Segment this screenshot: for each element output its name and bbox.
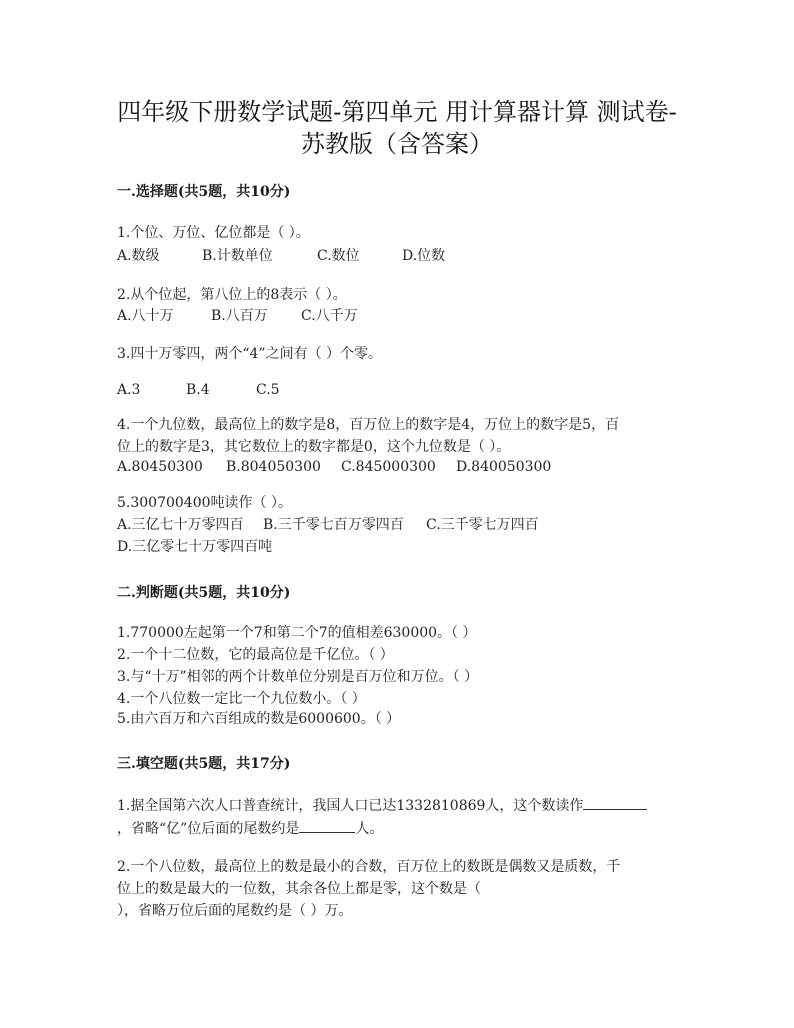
section-heading-choice: 一.选择题(共5题，共10分) — [117, 184, 291, 200]
question-3-option-b: B.4 — [186, 382, 210, 398]
question-2-option-c: C.八千万 — [301, 308, 358, 324]
question-3-stem: 3.四十万零四，两个“4”之间有（ ）个零。 — [117, 346, 383, 362]
fill-blank-q2-line-2: 位上的数是最大的一位数，其余各位上都是零，这个数是（ — [117, 881, 481, 897]
fill-blank-q1-text-2: ，省略“亿”位后面的尾数约是 — [117, 821, 300, 837]
true-false-item-4: 4.一个八位数一定比一个九位数小。（ ） — [117, 691, 366, 707]
question-3-option-c: C.5 — [256, 382, 280, 398]
section-heading-true-false: 二.判断题(共5题，共10分) — [117, 585, 291, 601]
document-title-line-1: 四年级下册数学试题-第四单元 用计算器计算 测试卷- — [117, 98, 677, 126]
question-3-option-a: A.3 — [117, 382, 141, 398]
fill-blank-q1-text-1: 1.据全国第六次人口普查统计，我国人口已达1332810869人，这个数读作 — [117, 798, 584, 814]
true-false-item-2: 2.一个十二位数，它的最高位是千亿位。（ ） — [117, 647, 394, 663]
question-1-option-c: C.数位 — [317, 248, 360, 264]
fill-blank-q1-line-2 — [117, 818, 383, 838]
question-5-option-c: C.三千零七万四百 — [426, 517, 539, 533]
question-5-option-a: A.三亿七十万零四百 — [117, 517, 244, 533]
question-4-option-c: C.845000300 — [341, 459, 436, 475]
question-4-option-b: B.804050300 — [226, 459, 321, 475]
question-4-stem-line-1: 4.一个九位数，最高位上的数字是8，百万位上的数字是4，万位上的数字是5，百 — [117, 417, 620, 433]
fill-blank-q1-text-3: 人。 — [355, 821, 384, 837]
question-2-option-a: A.八十万 — [117, 308, 174, 324]
question-1-option-a: A.数级 — [117, 248, 160, 264]
question-2-option-b: B.八百万 — [211, 308, 268, 324]
question-5-option-d: D.三亿零七十万零四百吨 — [117, 539, 273, 555]
section-heading-fill-blank: 三.填空题(共5题，共17分) — [117, 756, 291, 772]
question-5-option-b: B.三千零七百万零四百 — [263, 517, 404, 533]
true-false-item-3: 3.与“十万”相邻的两个计数单位分别是百万位和万位。（ ） — [117, 669, 479, 685]
question-4-stem-line-2: 位上的数字是3，其它数位上的数字都是0，这个九位数是（ ）。 — [117, 439, 511, 455]
document-title-line-2: 苏教版（含答案） — [301, 130, 493, 158]
question-1-option-b: B.计数单位 — [202, 248, 273, 264]
answer-blank[interactable] — [299, 818, 355, 833]
question-1-stem: 1.个位、万位、亿位都是（ ）。 — [117, 225, 310, 241]
fill-blank-q1-line-1 — [117, 795, 647, 815]
question-5-stem: 5.300700400吨读作（ ）。 — [117, 495, 292, 511]
true-false-item-1: 1.770000左起第一个7和第二个7的值相差630000。（ ） — [117, 625, 477, 641]
fill-blank-q2-line-1: 2.一个八位数，最高位上的数是最小的合数，百万位上的数既是偶数又是质数，千 — [117, 859, 621, 875]
true-false-item-5: 5.由六百万和六百组成的数是6000600。（ ） — [117, 711, 401, 727]
question-4-option-a: A.80450300 — [117, 459, 203, 475]
answer-blank[interactable] — [583, 795, 647, 810]
question-1-option-d: D.位数 — [402, 248, 446, 264]
fill-blank-q2-line-3: ），省略万位后面的尾数约是（ ）万。 — [117, 903, 353, 919]
question-4-option-d: D.840050300 — [456, 459, 552, 475]
question-2-stem: 2.从个位起，第八位上的8表示（ ）。 — [117, 287, 347, 303]
